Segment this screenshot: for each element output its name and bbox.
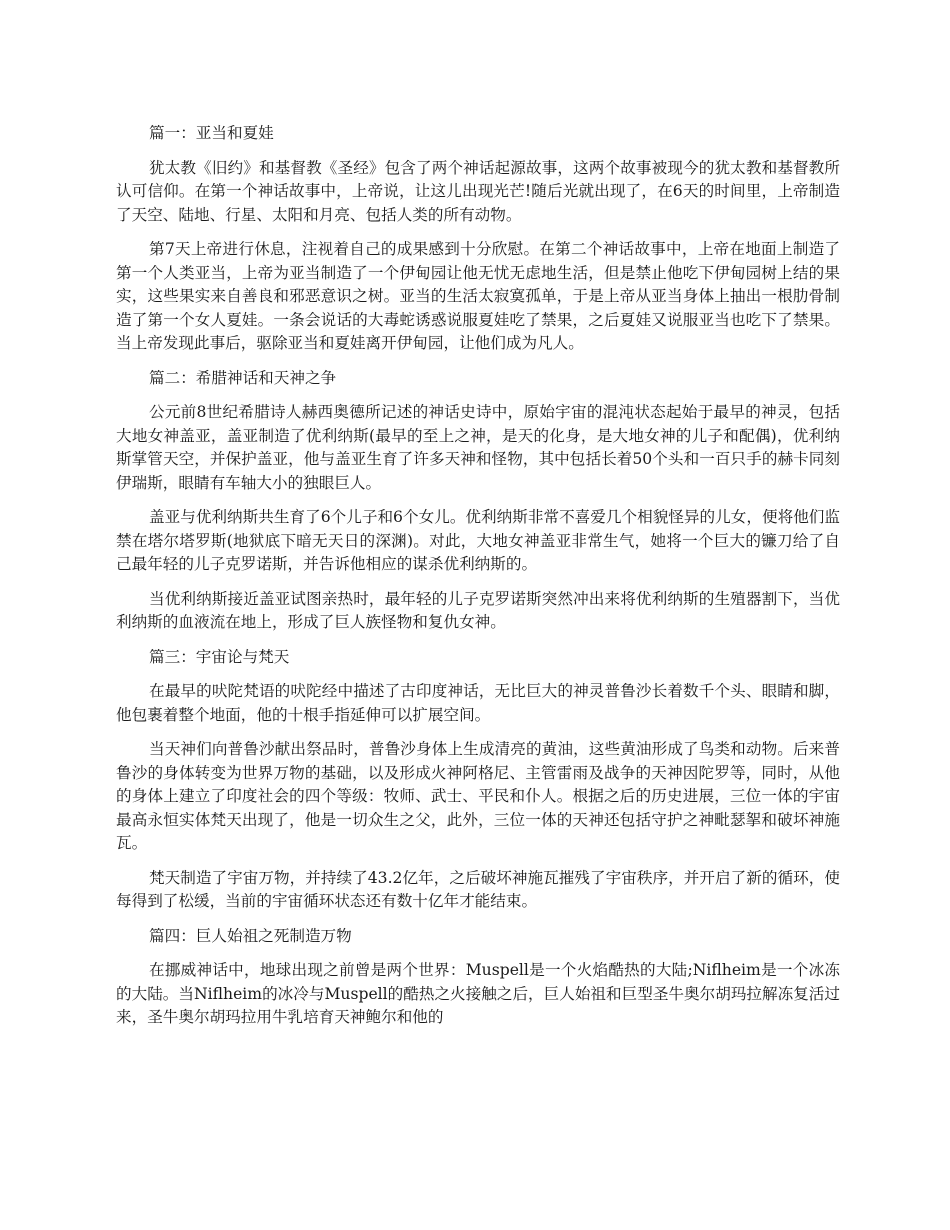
section-heading-3: 篇三：宇宙论与梵天 <box>149 647 290 666</box>
paragraph: 当优利纳斯接近盖亚试图亲热时，最年轻的儿子克罗诺斯突然冲出来将优利纳斯的生殖器割下，当优利纳斯的血液流在地上，形成了巨人族怪物和复仇女神。 <box>116 589 840 631</box>
paragraph: 第7天上帝进行休息，注视着自己的成果感到十分欣慰。在第二个神话故事中，上帝在地面上制造了第一个人类亚当，上帝为亚当制造了一个伊甸园让他无忧无虑地生活，但是禁止他吃下伊甸园树上结的果实，这些果实来自善良和邪恶意识之树。亚当的生活太寂寞孤单，于是上帝从亚当身体上抽出一根肋骨制造了第一个女人夏娃。一条会说话的大毒蛇诱惑说服夏娃吃了禁果，之后夏娃又说服亚当也吃下了禁果。当上帝发现此事后，驱除亚当和夏娃离开伊甸园，让他们成为凡人。 <box>116 240 840 352</box>
paragraph: 犹太教《旧约》和基督教《圣经》包含了两个神话起源故事，这两个故事被现今的犹太教和基督教所认可信仰。在第一个神话故事中，上帝说，让这儿出现光芒!随后光就出现了，在6天的时间里，上帝制造了天空、陆地、行星、太阳和月亮、包括人类的所有动物。 <box>116 158 840 224</box>
section-heading-2: 篇二：希腊神话和天神之争 <box>149 368 337 387</box>
section-heading-1: 篇一：亚当和夏娃 <box>149 124 274 142</box>
paragraph: 在挪威神话中，地球出现之前曾是两个世界：Muspell是一个火焰酷热的大陆;Niflheim是一个冰冻的大陆。当Niflheim的冰冷与Muspell的酷热之火接触之后，巨人始祖和巨型圣牛奥尔胡玛拉解冻复活过来，圣牛奥尔胡玛拉用牛乳培育天神鲍尔和他的 <box>116 961 840 1026</box>
document-body <box>116 122 840 1041</box>
paragraph: 在最早的吠陀梵语的吠陀经中描述了古印度神话，无比巨大的神灵普鲁沙长着数千个头、眼睛和脚，他包裹着整个地面，他的十根手指延伸可以扩展空间。 <box>116 682 840 724</box>
paragraph: 当天神们向普鲁沙献出祭品时，普鲁沙身体上生成清亮的黄油，这些黄油形成了鸟类和动物。后来普鲁沙的身体转变为世界万物的基础，以及形成火神阿格尼、主管雷雨及战争的天神因陀罗等，同时，从他的身体上建立了印度社会的四个等级：牧师、武士、平民和仆人。根据之后的历史进展，三位一体的宇宙最高永恒实体梵天出现了，他是一切众生之父，此外，三位一体的天神还包括守护之神毗瑟挐和破坏神施瓦。 <box>116 740 840 852</box>
paragraph: 盖亚与优利纳斯共生育了6个儿子和6个女儿。优利纳斯非常不喜爱几个相貌怪异的儿女，便将他们监禁在塔尔塔罗斯(地狱底下暗无天日的深渊)。对此，大地女神盖亚非常生气，她将一个巨大的镰刀给了自己最年轻的儿子克罗诺斯，并告诉他相应的谋杀优利纳斯的。 <box>116 508 840 573</box>
paragraph: 梵天制造了宇宙万物，并持续了43.2亿年，之后破坏神施瓦摧残了宇宙秩序，并开启了新的循环，使每得到了松缓，当前的宇宙循环状态还有数十亿年才能结束。 <box>116 868 840 910</box>
paragraph: 公元前8世纪希腊诗人赫西奥德所记述的神话史诗中，原始宇宙的混沌状态起始于最早的神灵，包括大地女神盖亚，盖亚制造了优利纳斯(最早的至上之神，是天的化身，是大地女神的儿子和配偶)，优利纳斯掌管天空，并保护盖亚，他与盖亚生育了许多天神和怪物，其中包括长着50个头和一百只手的赫卡同刻伊瑞斯，眼睛有车轴大小的独眼巨人。 <box>116 403 840 492</box>
section-heading-4: 篇四：巨人始祖之死制造万物 <box>149 926 352 945</box>
